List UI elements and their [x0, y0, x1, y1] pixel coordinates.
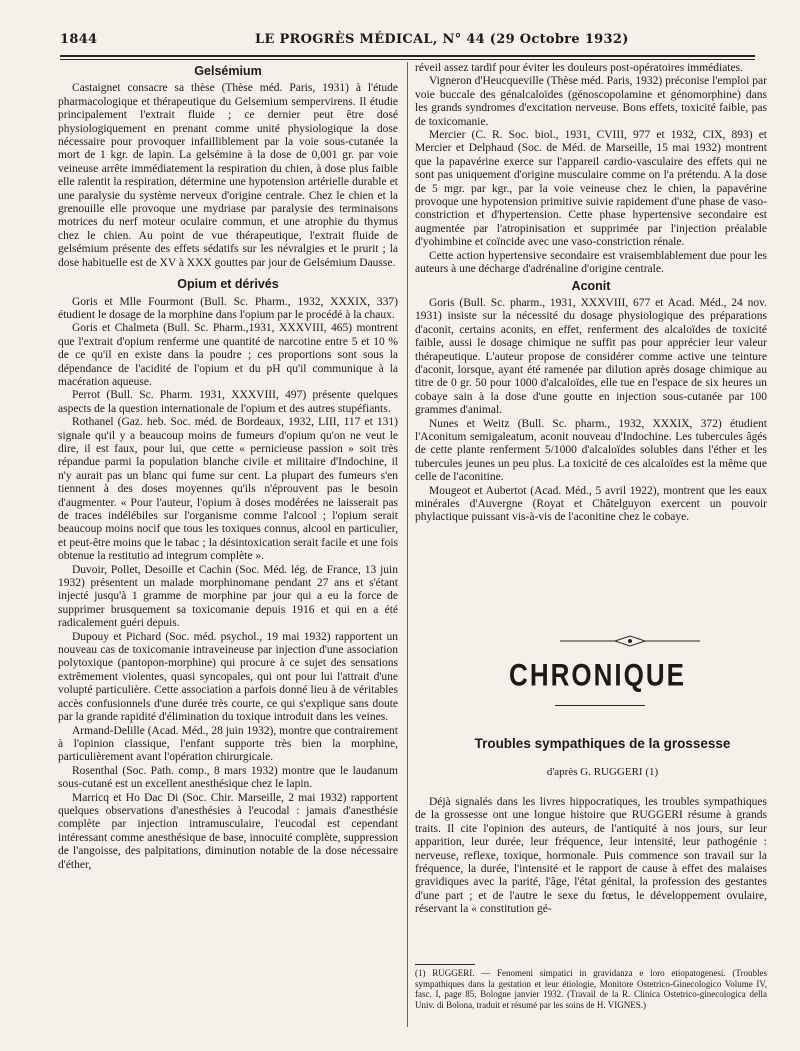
paragraph: Nunes et Weitz (Bull. Sc. pharm., 1932, XXXIX, 372) étudient l'Aconitum semigaleatum, aconit nouveau d'Indochine. Les tubercules âgés de cette plante renferment 5/1000 d'alcaloïdes solubles dans l'éther et les tubercules jeunes un peu plus. La toxicité de ces alcaloïdes est la même que celle de l'aconitine.: [415, 417, 767, 484]
article-byline: d'après G. RUGGERI (1): [546, 766, 659, 778]
ornament-divider-icon: [560, 635, 700, 647]
paragraph: Goris (Bull. Sc. pharm., 1931, XXXVIII, 677 et Acad. Méd., 24 nov. 1931) insiste sur la nécessité du dosage physiologique des préparations d'aconit, certains aconits, en effet, renferment des alcaloïdes de toxicité faible, aussi le dosage chimique ne suffit pas pour apprécier leur valeur thérapeutique. L'auteur propose de considérer comme active une teinture d'aconit, lorsque, ayant été ramenée par dilution après dosage chimique au titre de 0 gr. 50 pour 1000 d'alcaloïdes, elle tue en l'espace de six heures un cobaye sain à la dose d'une goutte en injection sous-cutanée par 100 grammes d'animal.: [415, 296, 767, 417]
paragraph: réveil assez tardif pour éviter les douleurs post-opératoires immédiates.: [415, 62, 743, 74]
section-title-opium: Opium et dérivés: [177, 277, 279, 292]
paragraph: Rothanel (Gaz. heb. Soc. méd. de Bordeaux, 1932, LIII, 117 et 131) signale qu'il y a beaucoup moins de fumeurs d'opium qu'on ne veut le dire, il est faux, pour lui, que cette « pernicieuse passion » soit très répandue parmi la population blanche civile et militaire d'Indochine, il n'y aurait pas un blanc qui fume sur cent. La plupart des fumeurs s'en tiennent à des doses moyennes qu'ils n'éprouvent pas le besoin d'augmenter. « Pour l'auteur, l'opium à doses modérées ne laisserait pas de traces indélébiles sur l'organisme comme l'alcool ; l'opium serait beaucoup moins nocif que tous les toxiques connus, alcool en particulier, et peut-être moins que le tabac ; la désintoxication serait facile et une fois obtenue la restitutio ad integrum complète ».: [58, 416, 398, 563]
paragraph: Dupouy et Pichard (Soc. méd. psychol., 19 mai 1932) rapportent un nouveau cas de toxicomanie intraveineuse par injection d'une association polytoxique (pantopon-morphine) qui procure à ce sujet des sensations extrêmement violentes, quasi syncopales, qui ont pour lui l'attrait d'une volupté particulière. Cette association a parfois donné lieu à de véritables accès confusionnels d'une durée très courte, ce qui s'explique sans doute par la grande rapidité d'élimination du toxique introduit dans les veines.: [58, 630, 398, 724]
header-rule: [60, 55, 755, 57]
paragraph: Goris et Chalmeta (Bull. Sc. Pharm.,1931, XXXVIII, 465) montrent que l'extrait d'opium renferme une quantité de narcotine entre 5 et 10 % de ce qu'il en existe dans la poudre ; ces proportions sont sous la dépendance de l'acidité de l'opium et du pH qu'il communique à la macération aqueuse.: [58, 322, 398, 388]
paragraph: Mougeot et Aubertot (Acad. Méd., 5 avril 1922), montrent que les eaux minérales d'Auvergne (Royat et Châtelguyon exercent un pouvoir phylactique puissant vis-à-vis de l'aconitine chez le cobaye.: [415, 484, 767, 524]
running-title: LE PROGRÈS MÉDICAL, N° 44 (29 Octobre 1932): [255, 32, 629, 47]
paragraph: Castaignet consacre sa thèse (Thèse méd. Paris, 1931) à l'étude pharmacologique et thérapeutique du Gelsemium sempervirens. Il étudie principalement l'extrait fluide ; ce dernier peut être dosé physiologiquement en prenant comme unité physiologique la dose nécessaire pour provoquer infailliblement par la voie sous-cutanée la mort de 1 kgr. de lapin. La gelsémine à la dose de 0,001 gr. par voie veineuse arrête immédiatement la respiration du chien, à dose plus faible elle ralentit la respiration, détermine une hypotension artérielle durable et une paralysie du système nerveux d'origine centrale. Chez le chien et la grenouille elle provoque une mydriase par paralysie des terminaisons motrices du nerf moteur oculaire commun, et une atrophie du thymus chez le chien. Au point de vue thérapeutique, l'extrait fluide de gelsémium présente des effets sédatifs sur les névralgies et le prurit ; la dose habituelle est de XV à XXX gouttes par jour de Gelsémium Dausse.: [58, 82, 398, 269]
article-title: Troubles sympathiques de la grossesse: [474, 736, 731, 751]
paragraph: Perrot (Bull. Sc. Pharm. 1931, XXXVIII, 497) présente quelques aspects de la question internationale de l'opium et des autres stupéfiants.: [58, 389, 398, 415]
paragraph: Déjà signalés dans les livres hippocratiques, les troubles sympathiques de la grossesse ont une longue histoire que RUGGERI résume à grands traits. Il cite l'opinion des auteurs, de l'antiquité à nos jours, sur leur apparition, leur durée, leur fréquence, leur intensité, leur pathogénie : nerveuse, reflexe, toxique, hormonale. Puis commence son travail sur la fréquence, la durée, l'intensité et le rapport de cause à effet des malaises gravidiques avec la parité, l'âge, l'état génital, la profession des gestantes d'une part ; et de l'autre le sexe du fœtus, le développement ovulaire, réservant la « constitution gé-: [415, 796, 767, 916]
column-divider: [407, 62, 408, 1027]
chronique-rule: [555, 705, 645, 706]
section-title-gelsemium: Gelsémium: [194, 64, 262, 78]
page-header: [60, 30, 755, 52]
section-title-aconit: Aconit: [571, 278, 611, 293]
chronique-heading: CHRONIQUE: [509, 656, 686, 693]
paragraph: Armand-Delille (Acad. Méd., 28 juin 1932), montre que contrairement à l'opinion classique, l'enfant supporte très bien la morphine, particulièrement avant l'opération chirurgicale.: [58, 724, 398, 764]
header-rule-thin: [60, 59, 755, 60]
paragraph: Marricq et Ho Dac Di (Soc. Chir. Marseille, 2 mai 1932) rapportent quelques observations d'anesthésies à l'eucodal : jamais d'anesthésie complète par injection intramusculaire, l'eucodal est cependant intéressant comme anesthésique de base, innocuité complète, suppression de l'angoisse, des palpitations, diminution notable de la dose nécessaire d'éther,: [58, 791, 398, 871]
paragraph: Rosenthal (Soc. Path. comp., 8 mars 1932) montre que le laudanum sous-cutané est un excellent anesthésique chez le lapin.: [58, 764, 398, 791]
paragraph: Duvoir, Pollet, Desoille et Cachin (Soc. Méd. lég. de France, 13 juin 1932) présentent un malade morphinomane pendant 27 ans et s'étant injecté jusqu'à 1 gramme de morphine par jour qui a eu la force de supprimer brusquement sa toxicomanie depuis 1916 et qui en a été radicalement guéri depuis.: [58, 563, 398, 630]
paragraph: Mercier (C. R. Soc. biol., 1931, CVIII, 977 et 1932, CIX, 893) et Mercier et Delphaud (Soc. de Méd. de Marseille, 15 mai 1932) montrent que la papavérine exerce sur l'appareil cardio-vasculaire des effets qui ne sont pas uniquement d'origine musculaire comme on l'a prétendu. A la dose de 5 mgr. par kgr., par la voie veineuse chez le chien, la papavérine provoque une hypotension primitive suivie rapidement d'une phase de vaso-constriction et d'hypertension. Cette phase hypertensive secondaire est augmentée par l'atropinisation et supprimée par l'injection préalable d'yohimbine et coïncide avec une vaso-constriction rénale.: [415, 129, 767, 249]
page-number: 1844: [60, 32, 98, 47]
footnote-rule: [415, 964, 475, 965]
footnote: (1) RUGGERI. — Fenomeni simpatici in gravidanza e loro etiopatogenesi. (Troubles sympathiques dans la gestation et leur étiologie, Monitore Ostetrico-Ginecologico Volume IV, fasc. I, page 85, Bologne janvier 1932. (Travail de la R. Clinica Ostetrico-ginecologica della Univ. di Bolona, traduit et résumé par les soins de H. VIGNES.): [415, 968, 767, 1010]
paragraph: Vigneron d'Heucqueville (Thèse méd. Paris, 1932) préconise l'emploi par voie buccale des génalcaloïdes (génoscopolamine et génomorphine) dans les grands syndromes d'excitation nerveuse. Bons effets, toxicité faible, pas de toxicomanie.: [415, 75, 767, 128]
left-column: [58, 62, 398, 872]
paragraph: Goris et Mlle Fourmont (Bull. Sc. Pharm., 1932, XXXIX, 337) étudient le dosage de la morphine dans l'opium par le procédé à la chaux.: [58, 295, 398, 321]
paragraph: Cette action hypertensive secondaire est vraisemblablement due pour les auteurs à une décharge d'adrénaline d'origine centrale.: [415, 249, 767, 276]
article-body: [415, 796, 767, 917]
right-column: [415, 62, 767, 525]
